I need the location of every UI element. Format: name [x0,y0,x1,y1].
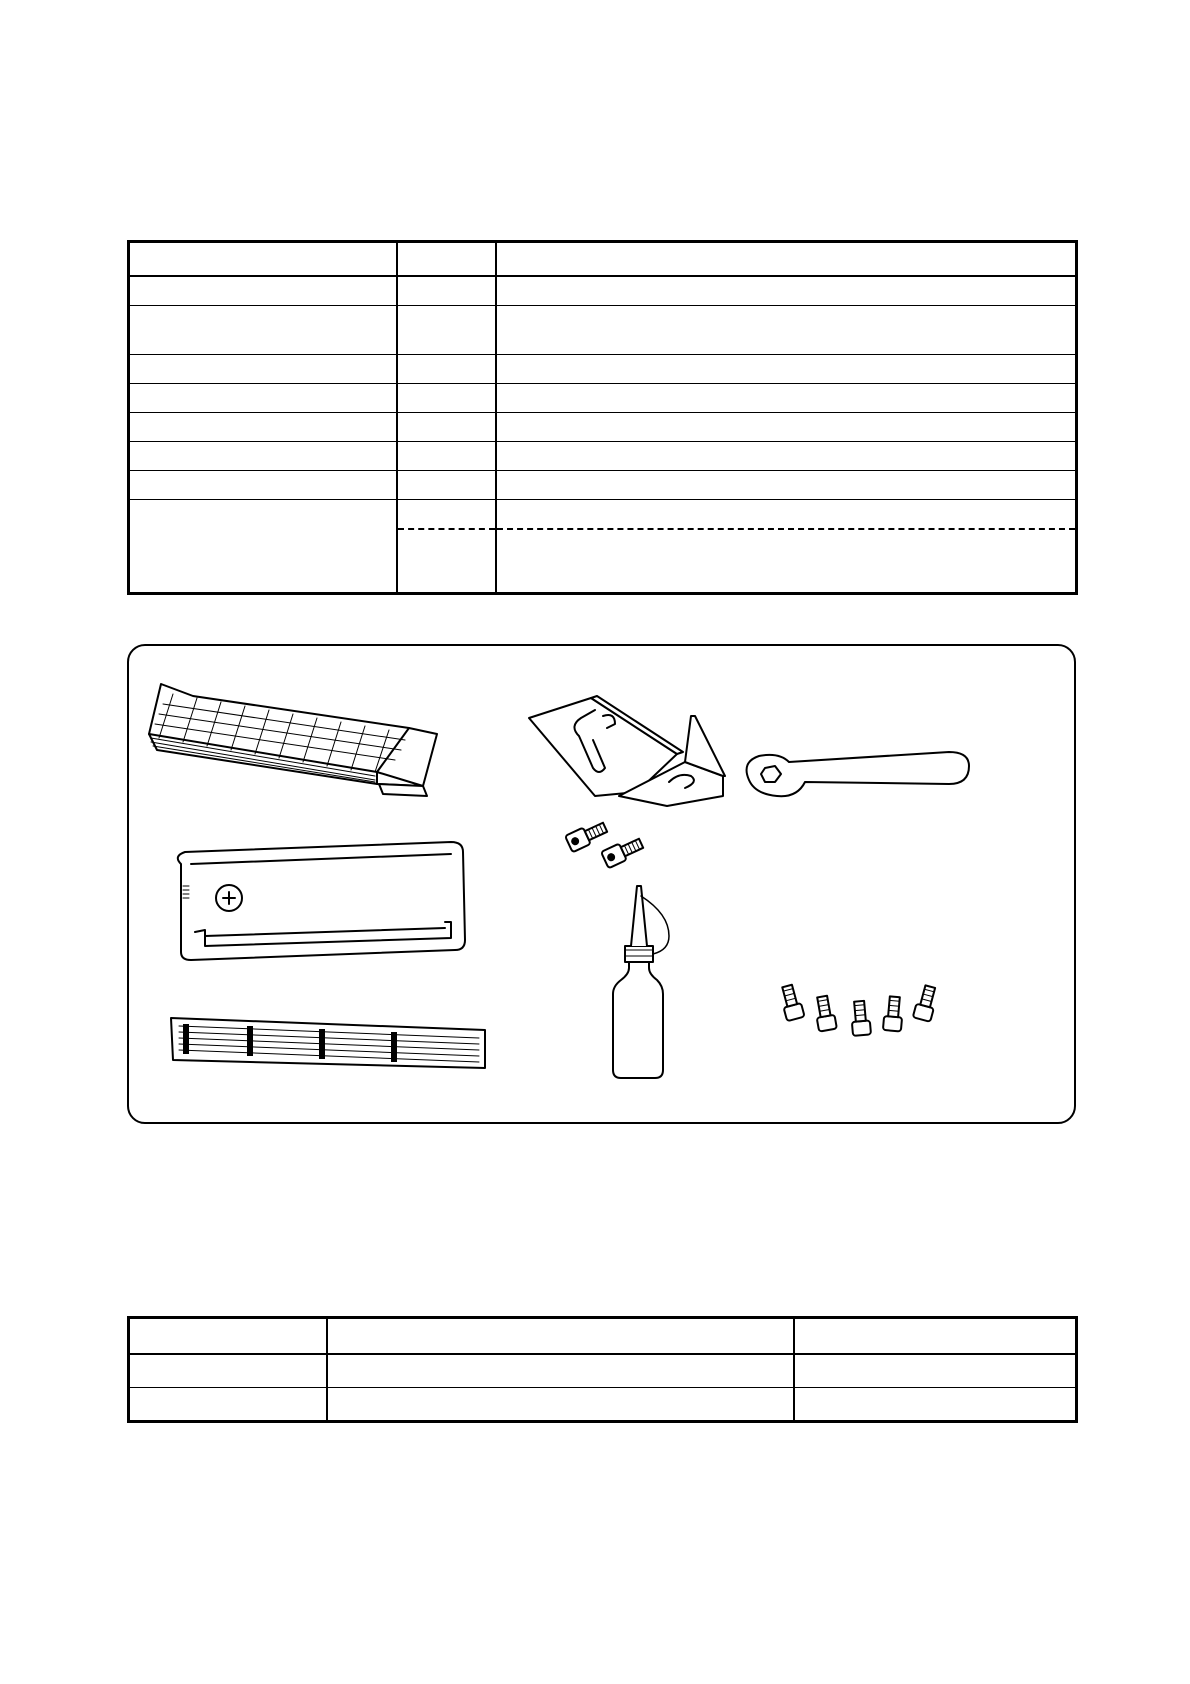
bracket-plates-icon [529,696,725,806]
table-cell [397,500,496,530]
accessory-illustration-panel [127,644,1076,1124]
table-row [129,306,1077,355]
wrench-icon [747,752,969,796]
table-cell [496,413,1077,442]
table-cell [397,413,496,442]
table-cell [327,1388,794,1422]
table-cell [496,442,1077,471]
table-cell [129,442,397,471]
table-cell [397,355,496,384]
thumb-screws-icon [778,984,939,1036]
table-row [129,384,1077,413]
table-cell [129,500,397,594]
header-cell [327,1318,794,1355]
table-row [129,442,1077,471]
table-row [129,1388,1077,1422]
table-cell [397,471,496,500]
pressure-plate-icon [178,842,465,960]
header-cell-qty [397,242,496,277]
table-cell [794,1354,1077,1388]
table-row [129,355,1077,384]
table-cell [794,1388,1077,1422]
table-cell [496,471,1077,500]
oil-bottle-icon [613,886,669,1078]
table-row [129,471,1077,500]
table-cell [496,384,1077,413]
table-row [129,413,1077,442]
table-cell [496,355,1077,384]
table-cell [496,529,1077,594]
table-cell [496,500,1077,530]
header-cell-name [129,242,397,277]
table-cell [327,1354,794,1388]
table-row [129,1354,1077,1388]
table-row [129,276,1077,306]
table-cell [129,1388,327,1422]
table-cell [129,276,397,306]
header-cell [129,1318,327,1355]
table-cell [397,529,496,594]
accessory-table [127,240,1078,595]
allen-bolts-icon [565,819,645,868]
table-cell [129,471,397,500]
table-row [129,500,1077,530]
table-cell [397,306,496,355]
table-cell [397,276,496,306]
table-cell [129,1354,327,1388]
accessory-table-header [129,242,1077,277]
table-cell [129,384,397,413]
table-cell [129,413,397,442]
spec-table-header [129,1318,1077,1355]
table-cell [496,276,1077,306]
ribbon-cassette-icon [149,684,437,796]
table-cell [397,384,496,413]
spec-table [127,1316,1078,1423]
table-cell [129,355,397,384]
header-cell [794,1318,1077,1355]
header-cell-remarks [496,242,1077,277]
label-sheet-icon [171,1018,485,1068]
table-cell [129,306,397,355]
table-cell [397,442,496,471]
table-cell [496,306,1077,355]
